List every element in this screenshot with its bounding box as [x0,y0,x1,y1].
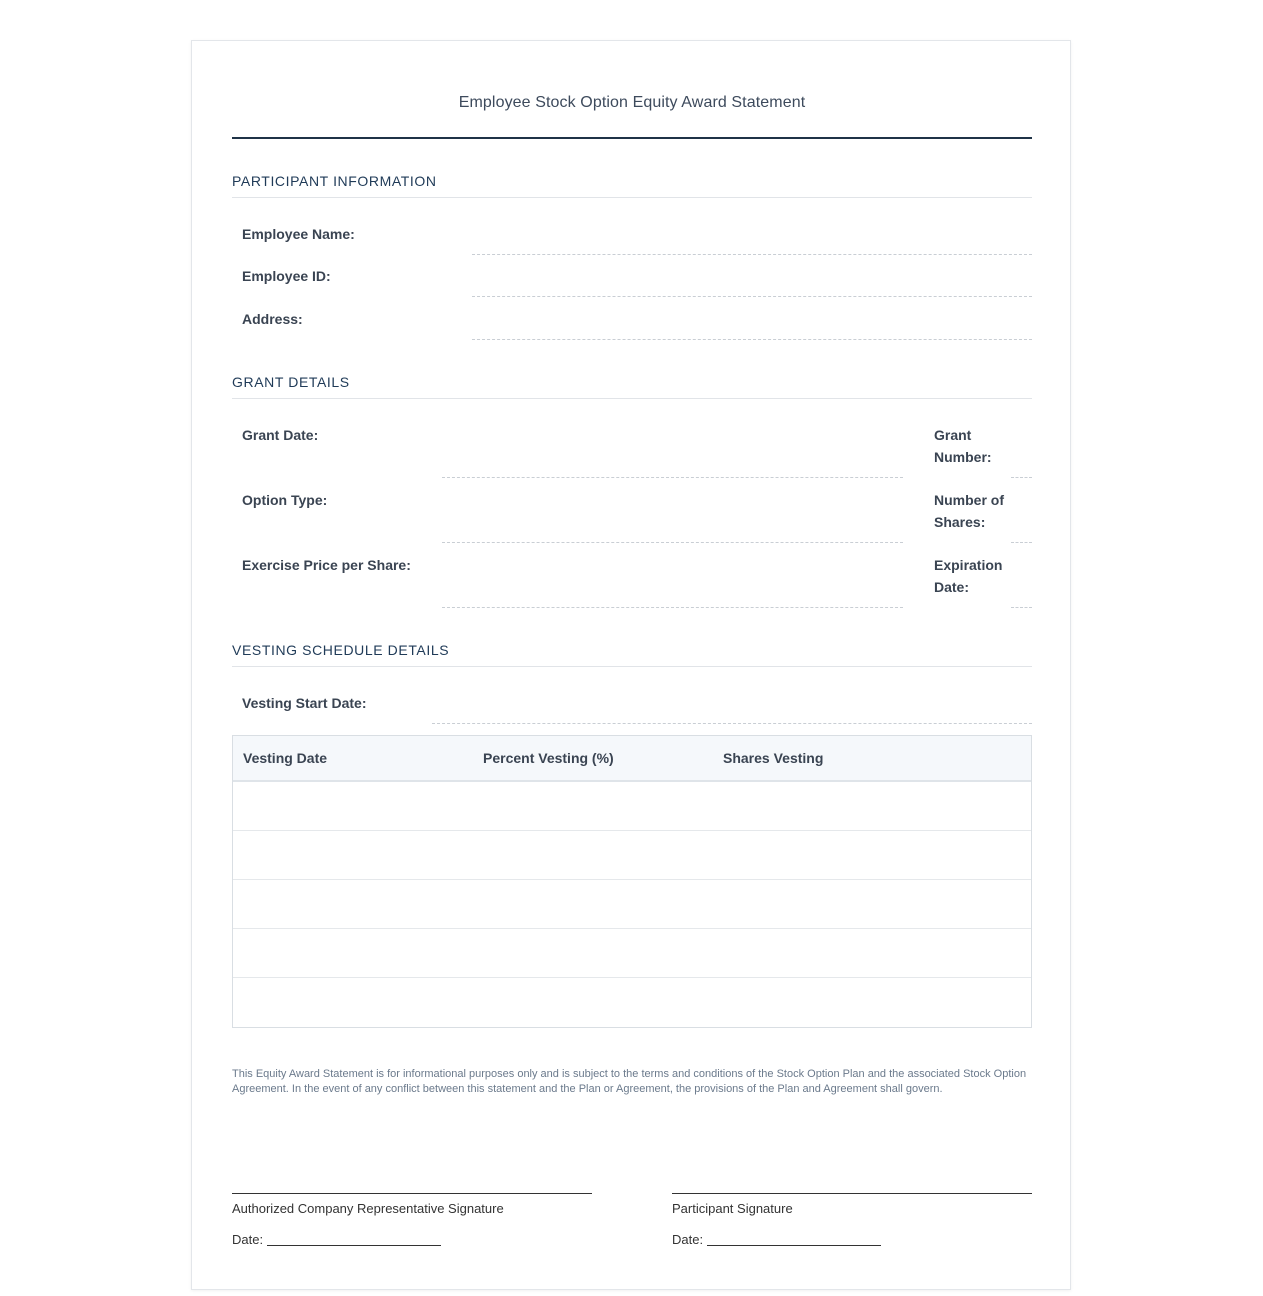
grant-date-label: Grant Date: [242,427,319,443]
expiration-date-field[interactable] [1011,607,1032,608]
employee-id-label: Employee ID: [242,268,331,284]
company-signature-label: Authorized Company Representative Signature [232,1201,504,1216]
exercise-price-label: Exercise Price per Share: [242,557,411,573]
address-field[interactable] [472,339,1032,340]
company-date-line[interactable] [267,1245,441,1246]
grant-section-heading: GRANT DETAILS [232,374,1032,399]
vesting-start-date-field[interactable] [432,723,1032,724]
title-divider [232,137,1032,139]
column-header-vesting-date: Vesting Date [243,750,328,766]
column-header-shares-vesting: Shares Vesting [723,750,824,766]
table-row[interactable] [233,880,1031,929]
company-signature-line[interactable] [232,1193,592,1194]
table-row[interactable] [233,978,1031,1027]
participant-section-heading: PARTICIPANT INFORMATION [232,173,1032,198]
vesting-section-heading: VESTING SCHEDULE DETAILS [232,642,1032,667]
participant-date-line[interactable] [707,1245,881,1246]
vesting-start-date-label: Vesting Start Date: [242,695,367,711]
employee-name-label: Employee Name: [242,226,355,242]
participant-date-label: Date: [672,1232,704,1247]
participant-signature-label: Participant Signature [672,1201,793,1216]
employee-name-field[interactable] [472,254,1032,255]
table-row[interactable] [233,831,1031,880]
grant-number-label: Grant Number: [934,427,992,465]
company-date-field[interactable] [232,1232,441,1247]
address-label: Address: [242,311,303,327]
grant-number-field[interactable] [1011,477,1032,478]
statement-page [191,40,1071,1290]
vesting-schedule-table [232,735,1032,1028]
column-header-percent-vesting: Percent Vesting (%) [483,750,614,766]
document-title: Employee Stock Option Equity Award Statement [458,94,806,111]
grant-date-field[interactable] [442,477,903,478]
participant-signature-line[interactable] [672,1193,1032,1194]
option-type-field[interactable] [442,542,903,543]
table-header [233,736,1031,782]
company-date-label: Date: [232,1232,264,1247]
table-row[interactable] [233,782,1031,831]
expiration-date-label: Expiration Date: [934,557,1003,595]
employee-id-field[interactable] [472,296,1032,297]
number-of-shares-field[interactable] [1011,542,1032,543]
option-type-label: Option Type: [242,492,328,508]
number-of-shares-label: Number of Shares: [934,492,1004,530]
participant-date-field[interactable] [672,1232,881,1247]
exercise-price-field[interactable] [442,607,903,608]
table-row[interactable] [233,929,1031,978]
disclaimer-text: This Equity Award Statement is for informational purposes only and is subject to the terms and conditions of the Stock Option Plan and the associated Stock Option Agreement. In the event of any conflict between this statement and the Plan or Agreement, the provisions of the Plan and Agreement shall govern. [232,1068,1027,1095]
